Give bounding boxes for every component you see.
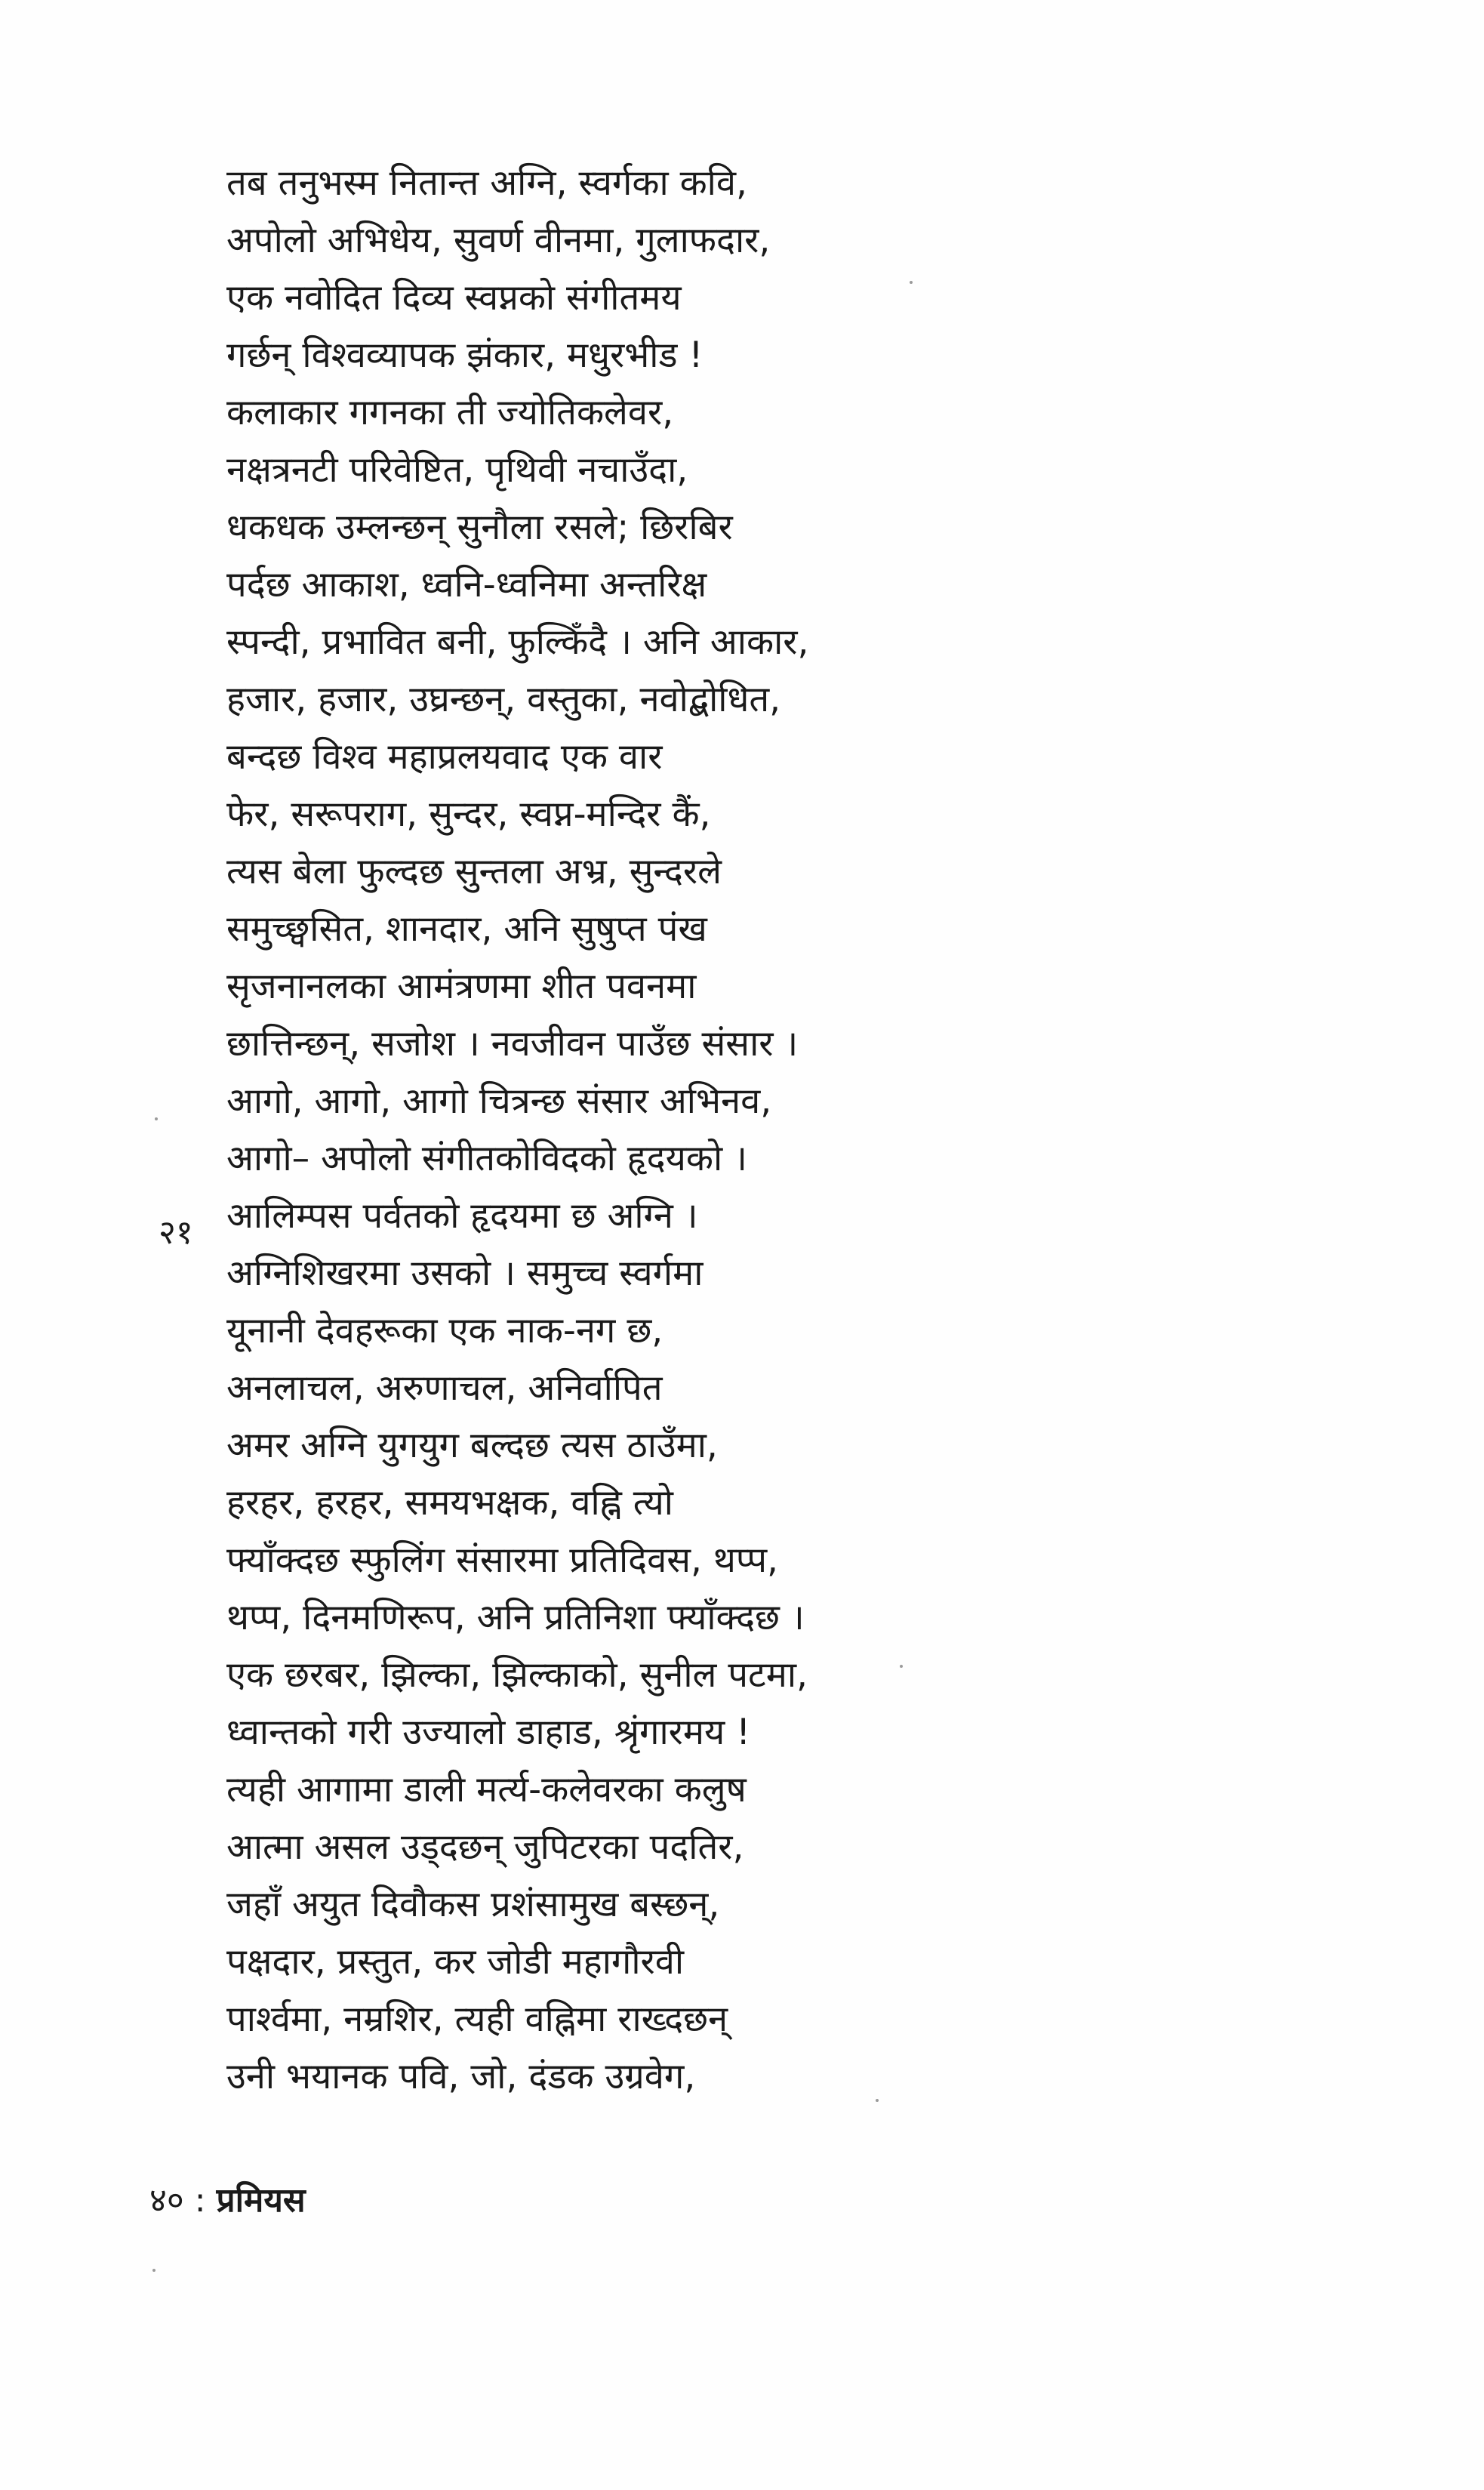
poem-line: पार्श्वमा, नम्रशिर, त्यही वह्निमा राख्दछन् [226,1998,728,2040]
page-number: ४० [149,2181,184,2220]
poem-line: आलिम्पस पर्वतको हृदयमा छ अग्नि । [226,1195,698,1237]
poem-line: अनलाचल, अरुणाचल, अनिर्वापित [226,1367,663,1409]
poem-line: त्यस बेला फुल्दछ सुन्तला अभ्र, सुन्दरले [226,851,722,892]
poem-line: अग्निशिखरमा उसको । समुच्च स्वर्गमा [226,1253,704,1294]
book-title: प्रमियस [216,2181,306,2220]
poem-line: अपोलो अभिधेय, सुवर्ण वीनमा, गुलाफदार, [226,220,771,261]
poem-line: आगो– अपोलो संगीतकोविदको हृदयको । [226,1138,747,1179]
poem-line: फेर, सरूपराग, सुन्दर, स्वप्न-मन्दिर कैं, [226,794,711,835]
scan-speck [876,2099,879,2102]
poem-line: आगो, आगो, आगो चित्रन्छ संसार अभिनव, [226,1080,772,1122]
poem-line: यूनानी देवहरूका एक नाक-नग छ, [226,1310,663,1351]
poem-text [226,155,1208,2106]
scan-speck [155,1117,158,1120]
poem-line: थप्प, दिनमणिरूप, अनि प्रतिनिशा फ्याँक्दछ । [226,1597,805,1638]
poem-line: आत्मा असल उड्दछन् जुपिटरका पदतिर, [226,1826,744,1868]
poem-line: स्पन्दी, प्रभावित बनी, फुल्किँदै । अनि आकार, [226,621,809,663]
poem-line: हजार, हजार, उघ्रन्छन्, वस्तुका, नवोद्बोधित, [226,679,781,720]
poem-line: धकधक उम्लन्छन् सुनौला रसले; छिरबिर [226,507,733,548]
poem-line: पक्षदार, प्रस्तुत, कर जोडी महागौरवी [226,1941,685,1983]
poem-line: पर्दछ आकाश, ध्वनि-ध्वनिमा अन्तरिक्ष [226,564,707,606]
footer-separator: : [194,2181,206,2220]
poem-line: त्यही आगामा डाली मर्त्य-कलेवरका कलुष [226,1769,747,1810]
poem-line: कलाकार गगनका ती ज्योतिकलेवर, [226,392,674,433]
poem-line: एक छरबर, झिल्का, झिल्काको, सुनील पटमा, [226,1654,808,1696]
poem-line: नक्षत्रनटी परिवेष्टित, पृथिवी नचाउँदा, [226,449,688,491]
page-footer [149,2178,306,2223]
poem-line: बन्दछ विश्व महाप्रलयवाद एक वार [226,736,663,778]
poem-line: ध्वान्तको गरी उज्यालो डाहाड, श्रृंगारमय ! [226,1712,751,1753]
poem-line: उनी भयानक पवि, जो, दंडक उग्रवेग, [226,2056,696,2097]
poem-line: समुच्छ्वसित, शानदार, अनि सुषुप्त पंख [226,908,707,950]
poem-line: तब तनुभस्म नितान्त अग्नि, स्वर्गका कवि, [226,162,747,204]
poem-line: हरहर, हरहर, समयभक्षक, वह्नि त्यो [226,1482,673,1524]
stanza-number: २१ [159,1213,193,1252]
poem-line: एक नवोदित दिव्य स्वप्नको संगीतमय [226,277,682,319]
poem-line: गर्छन् विश्वव्यापक झंकार, मधुरभीड ! [226,334,704,376]
scan-speck [152,2269,155,2272]
poem-line: सृजनानलका आमंत्रणमा शीत पवनमा [226,966,697,1007]
poem-line: जहाँ अयुत दिवौकस प्रशंसामुख बस्छन्, [226,1884,720,1925]
poem-line: अमर अग्नि युगयुग बल्दछ त्यस ठाउँमा, [226,1425,718,1466]
scan-speck [900,1665,903,1668]
scan-speck [910,281,913,284]
poem-line: छात्तिन्छन्, सजोश । नवजीवन पाउँछ संसार । [226,1023,799,1065]
poem-line: फ्याँक्दछ स्फुलिंग संसारमा प्रतिदिवस, थप्प, [226,1539,779,1581]
